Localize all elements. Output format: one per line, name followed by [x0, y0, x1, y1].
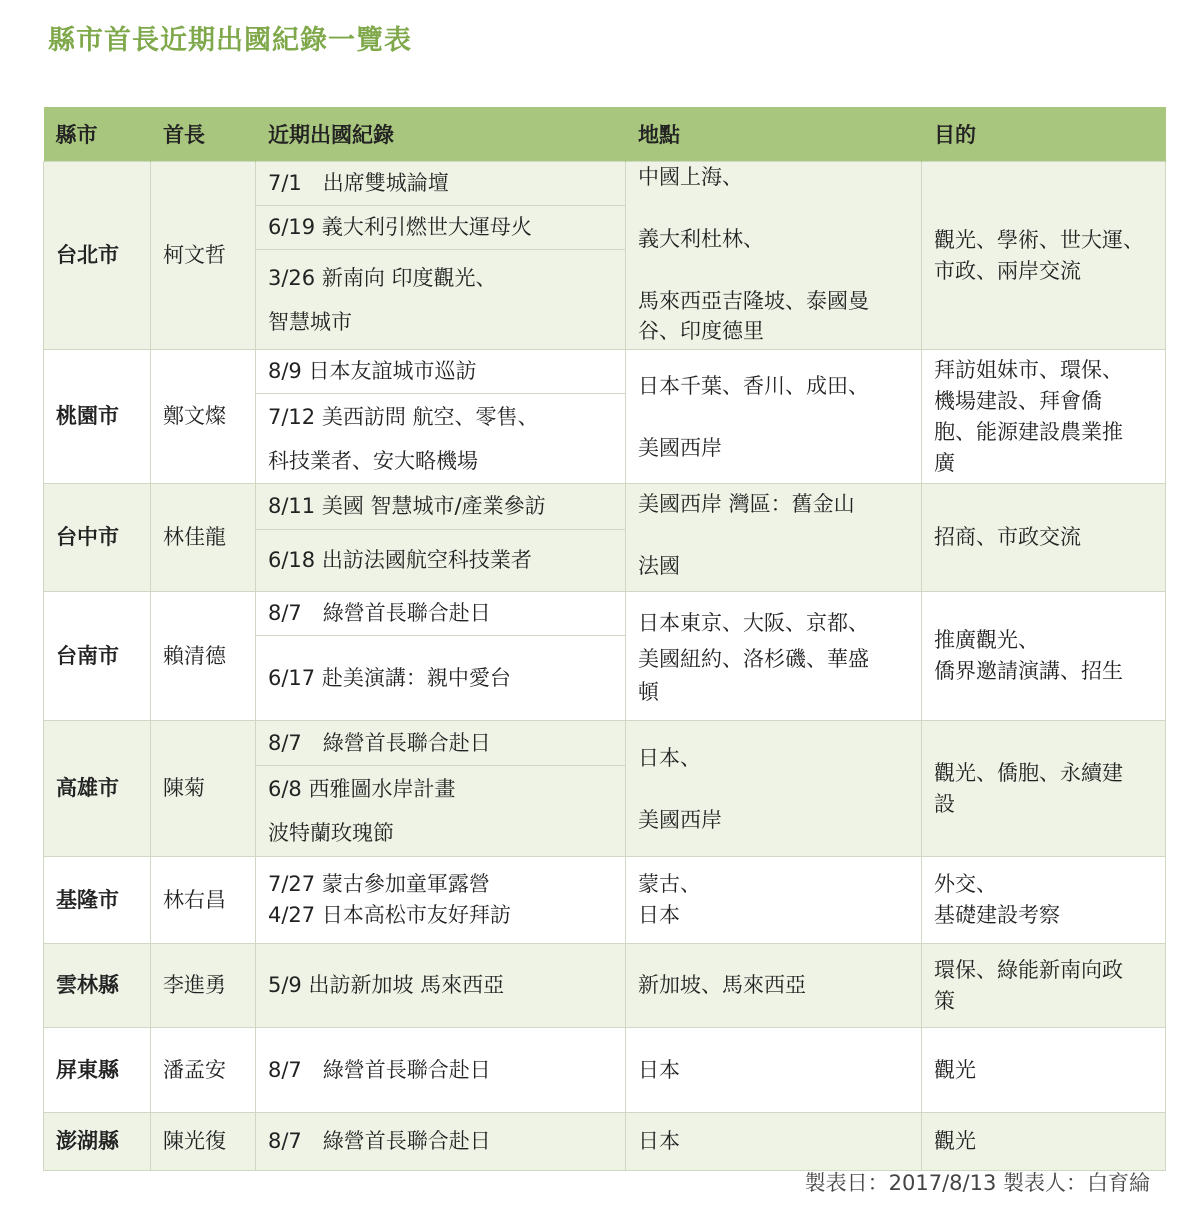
record-item: 6/18 出訪法國航空科技業者	[268, 548, 532, 572]
purpose-line: 拜訪姐妹市、環保、	[934, 357, 1123, 382]
header-mayor: 首長	[151, 107, 256, 162]
table-row	[44, 944, 1166, 1028]
record-line: 3/26 新南向 印度觀光、	[268, 265, 497, 290]
purpose-line: 機場建設、拜會僑	[934, 388, 1102, 413]
purpose-cell	[922, 721, 1166, 857]
place-line: 日本千葉、香川、成田、	[638, 373, 869, 398]
purpose-cell	[922, 857, 1166, 944]
city-cell: 桃園市	[44, 350, 151, 484]
place-cell: 日本	[626, 1113, 922, 1171]
place-cell	[626, 592, 922, 721]
record-item	[256, 766, 625, 856]
purpose-cell	[922, 484, 1166, 592]
records-cell	[256, 592, 626, 721]
mayor-cell: 林右昌	[151, 857, 256, 944]
purpose-cell	[922, 162, 1166, 350]
purpose-line: 僑界邀請演講、招生	[934, 659, 1123, 683]
record-item: 6/19 義大利引燃世大運母火	[256, 206, 625, 250]
purpose-cell: 觀光	[922, 1028, 1166, 1113]
record-item: 8/7 綠營首長聯合赴日	[256, 721, 625, 766]
record-line: 智慧城市	[268, 309, 352, 334]
table-row	[44, 721, 1166, 857]
place-line: 美國西岸	[638, 807, 722, 832]
place-line: 日本東京、大阪、京都、	[638, 611, 869, 635]
city-cell: 基隆市	[44, 857, 151, 944]
purpose-line: 環保、綠能新南向政	[934, 957, 1123, 982]
place-line: 日本	[638, 903, 680, 927]
purpose-line: 外交、	[934, 872, 997, 896]
page-title: 縣市首長近期出國紀錄一覽表	[48, 25, 412, 56]
table-row	[44, 484, 1166, 592]
purpose-line: 招商、市政交流	[934, 525, 1081, 549]
record-item: 7/1 出席雙城論壇	[256, 162, 625, 206]
city-cell: 高雄市	[44, 721, 151, 857]
purpose-line: 觀光、僑胞、永續建	[934, 760, 1123, 785]
purpose-cell	[922, 592, 1166, 721]
mayor-cell: 陳光復	[151, 1113, 256, 1171]
table-row	[44, 162, 1166, 350]
place-line: 頓	[638, 680, 659, 704]
purpose-line: 胞、能源建設農業推	[934, 419, 1123, 444]
records-cell	[256, 721, 626, 857]
place-line: 中國上海、	[638, 165, 743, 189]
record-item	[256, 394, 625, 483]
header-records: 近期出國紀錄	[256, 107, 626, 162]
purpose-cell	[922, 350, 1166, 484]
record-item: 8/11 美國 智慧城市/產業參訪	[256, 484, 625, 530]
record-line: 7/27 蒙古參加童軍露營	[268, 872, 490, 896]
header-place: 地點	[626, 107, 922, 162]
record-line: 4/27 日本高松市友好拜訪	[268, 903, 511, 927]
table-row	[44, 592, 1166, 721]
place-cell	[626, 484, 922, 592]
place-line: 義大利杜林、	[638, 227, 764, 251]
place-line: 谷、印度德里	[638, 319, 764, 343]
table-header-row	[44, 107, 1166, 162]
city-cell: 屏東縣	[44, 1028, 151, 1113]
records-cell: 8/7 綠營首長聯合赴日	[256, 1028, 626, 1113]
record-item: 8/9 日本友誼城市巡訪	[256, 350, 625, 394]
mayor-cell: 李進勇	[151, 944, 256, 1028]
record-item	[256, 250, 625, 349]
place-cell: 新加坡、馬來西亞	[626, 944, 922, 1028]
record-line: 科技業者、安大略機場	[268, 448, 478, 473]
city-cell: 台南市	[44, 592, 151, 721]
mayor-travel-table	[43, 107, 1166, 1171]
place-line: 日本、	[638, 745, 701, 770]
city-cell: 台北市	[44, 162, 151, 350]
purpose-cell	[922, 944, 1166, 1028]
records-cell: 5/9 出訪新加坡 馬來西亞	[256, 944, 626, 1028]
header-purpose: 目的	[922, 107, 1166, 162]
records-cell	[256, 162, 626, 350]
records-cell	[256, 857, 626, 944]
place-line: 美國紐約、洛杉磯、華盛	[638, 647, 869, 671]
mayor-cell: 林佳龍	[151, 484, 256, 592]
table-row	[44, 1113, 1166, 1171]
mayor-cell: 鄭文燦	[151, 350, 256, 484]
table-row	[44, 350, 1166, 484]
mayor-cell: 潘孟安	[151, 1028, 256, 1113]
city-cell: 雲林縣	[44, 944, 151, 1028]
place-line: 美國西岸 灣區：舊金山	[638, 492, 855, 516]
place-line: 馬來西亞吉隆坡、泰國曼	[638, 289, 869, 313]
purpose-line: 廣	[934, 450, 955, 475]
table-row	[44, 857, 1166, 944]
table-row	[44, 1028, 1166, 1113]
purpose-line: 策	[934, 988, 955, 1013]
purpose-cell: 觀光	[922, 1113, 1166, 1171]
purpose-line: 推廣觀光、	[934, 628, 1039, 652]
record-line: 6/8 西雅圖水岸計畫	[268, 777, 456, 801]
place-cell	[626, 162, 922, 350]
purpose-line: 觀光、學術、世大運、	[934, 227, 1144, 252]
record-line: 波特蘭玫瑰節	[268, 821, 394, 845]
record-line: 7/12 美西訪問 航空、零售、	[268, 404, 539, 429]
place-cell: 日本	[626, 1028, 922, 1113]
records-cell	[256, 484, 626, 592]
city-cell: 澎湖縣	[44, 1113, 151, 1171]
purpose-line: 設	[934, 791, 955, 816]
city-cell: 台中市	[44, 484, 151, 592]
place-cell	[626, 721, 922, 857]
records-cell	[256, 350, 626, 484]
place-line: 蒙古、	[638, 872, 701, 896]
place-cell	[626, 350, 922, 484]
mayor-cell: 賴清德	[151, 592, 256, 721]
place-line: 法國	[638, 554, 680, 578]
record-item: 6/17 赴美演講：親中愛台	[268, 665, 511, 690]
header-city: 縣市	[44, 107, 151, 162]
mayor-cell: 柯文哲	[151, 162, 256, 350]
place-line: 美國西岸	[638, 435, 722, 460]
records-cell: 8/7 綠營首長聯合赴日	[256, 1113, 626, 1171]
mayor-cell: 陳菊	[151, 721, 256, 857]
table-footer-credit: 製表日：2017/8/13 製表人：白育綸	[804, 1171, 1150, 1195]
purpose-line: 基礎建設考察	[934, 903, 1060, 927]
record-item: 8/7 綠營首長聯合赴日	[256, 592, 625, 636]
purpose-line: 市政、兩岸交流	[934, 258, 1081, 283]
place-cell	[626, 857, 922, 944]
